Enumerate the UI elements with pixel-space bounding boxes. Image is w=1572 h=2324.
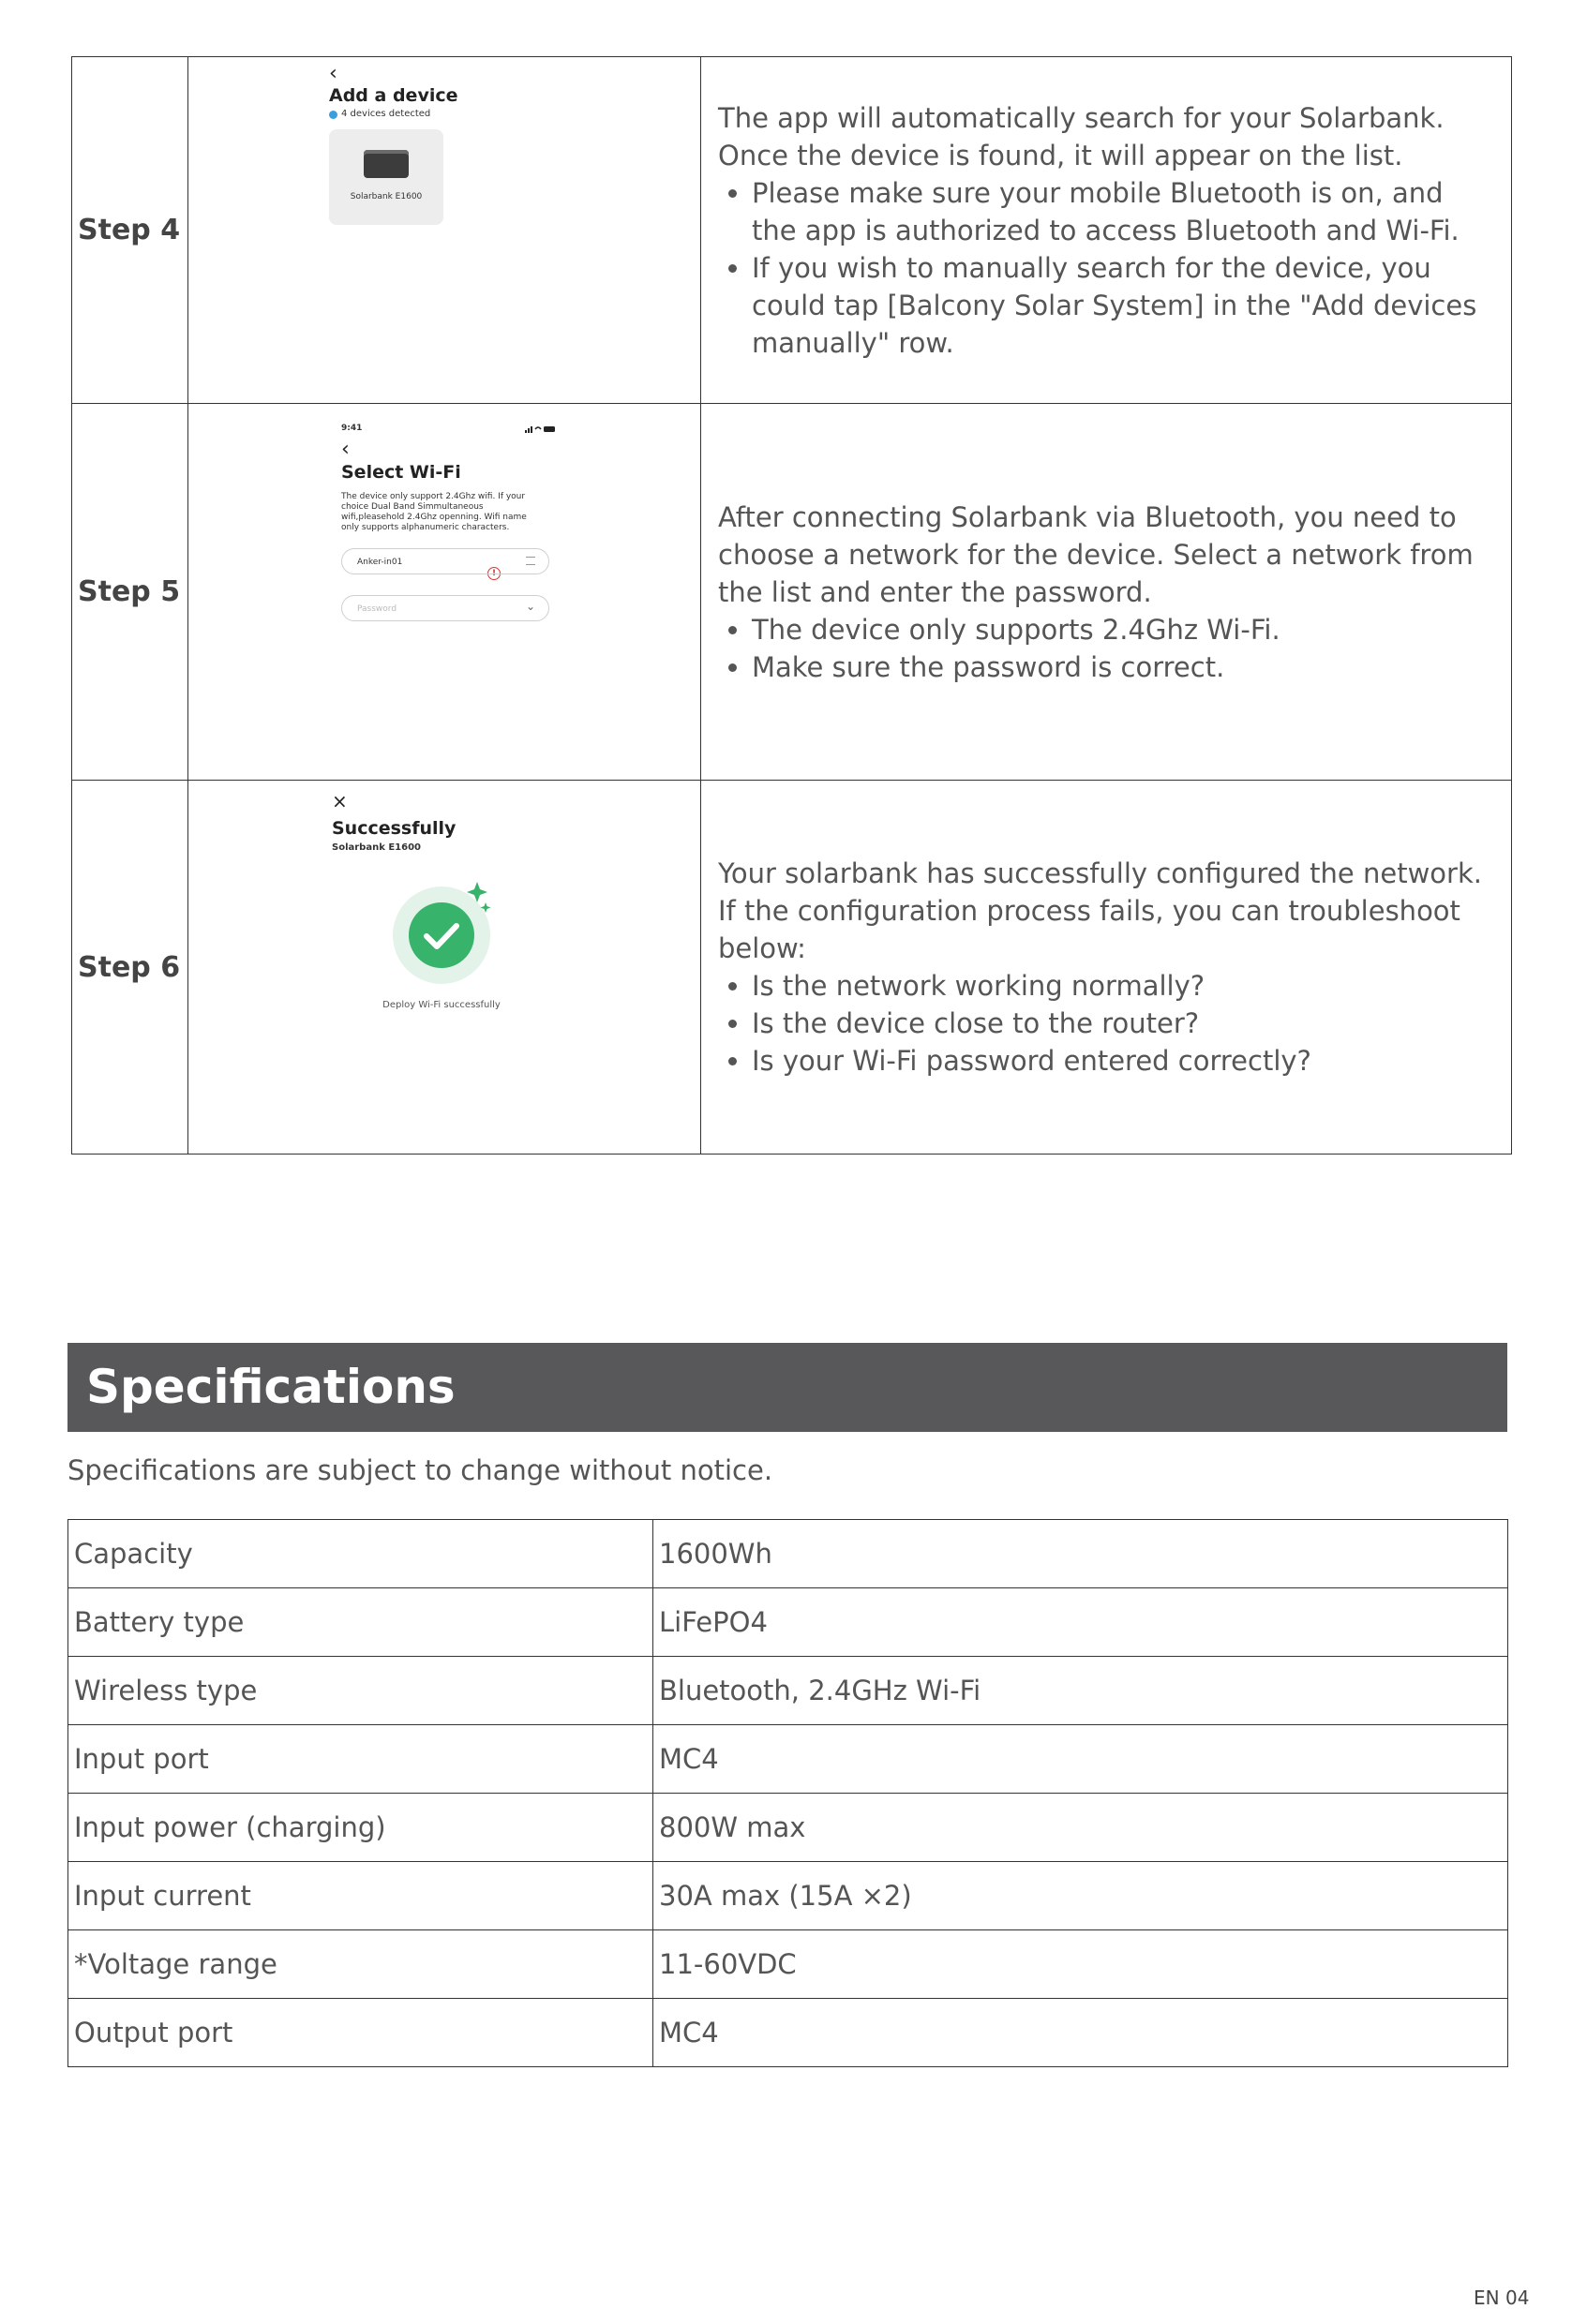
clock-text: 9:41 <box>341 424 363 433</box>
table-row <box>68 1588 1508 1657</box>
screen-title: Add a device <box>329 85 458 106</box>
specifications-table <box>67 1519 1508 2067</box>
table-row <box>68 1725 1508 1794</box>
spec-name: Battery type <box>68 1588 653 1657</box>
bullet-item: • Is your Wi-Fi password entered correctly? <box>752 1042 1490 1080</box>
bullet-item: • If you wish to manually search for the device, you could tap [Balcony Solar System] in the "Add devices manually" row. <box>752 249 1490 362</box>
back-icon: ‹ <box>329 62 337 85</box>
spec-value: LiFePO4 <box>653 1588 1508 1657</box>
app-screenshot <box>188 781 701 1155</box>
app-screenshot <box>188 57 701 404</box>
step-description <box>701 404 1512 781</box>
specifications-note: Specifications are subject to change without notice. <box>67 1454 773 1486</box>
phone-screen <box>329 63 458 225</box>
page-number: 04 <box>1505 2287 1530 2309</box>
step-label: Step 4 <box>72 57 188 404</box>
status-bar <box>341 423 557 434</box>
spec-value: 800W max <box>653 1794 1508 1862</box>
table-row <box>68 1999 1508 2067</box>
chevron-down-icon: ⌄ <box>525 600 535 613</box>
step-label: Step 6 <box>72 781 188 1155</box>
bullet-item: • Is the network working normally? <box>752 967 1490 1005</box>
status-dot-icon <box>329 111 337 119</box>
step-intro: The app will automatically search for your Solarbank. Once the device is found, it will appear on the list. <box>718 101 1445 171</box>
screen-title: Select Wi-Fi <box>341 462 461 483</box>
spec-value: 11-60VDC <box>653 1930 1508 1999</box>
bullet-item: • Please make sure your mobile Bluetooth is on, and the app is authorized to access Bluetooth and Wi-Fi. <box>752 174 1490 249</box>
step-description <box>701 781 1512 1155</box>
step-row <box>72 404 1512 781</box>
wifi-note: The device only support 2.4Ghz wifi. If your choice Dual Band Simmultaneous wifi,pleasehold 2.4Ghz openning. Wifi name only supports alphanumeric characters. <box>341 492 527 532</box>
step-intro: Your solarbank has successfully configured the network. If the configuration process fails, you can troubleshoot below: <box>718 857 1482 964</box>
step-row <box>72 781 1512 1155</box>
step-intro: After connecting Solarbank via Bluetooth, you need to choose a network for the device. Select a network from the list and enter the password. <box>718 500 1474 608</box>
specifications-heading: Specifications <box>67 1343 1507 1432</box>
table-row <box>68 1520 1508 1588</box>
step-description <box>701 57 1512 404</box>
success-check-icon <box>332 874 557 996</box>
page-footer <box>1474 2287 1529 2309</box>
spec-value: 1600Wh <box>653 1520 1508 1588</box>
list-icon <box>526 557 535 565</box>
steps-table <box>71 56 1512 1155</box>
phone-screen <box>332 790 557 1011</box>
wifi-name-value: Anker-in01 <box>357 558 403 567</box>
step-label: Step 5 <box>72 404 188 781</box>
table-row <box>68 1657 1508 1725</box>
screen-title: Successfully <box>332 818 457 839</box>
screen-subtitle: Solarbank E1600 <box>332 842 421 853</box>
solarbank-device-icon <box>364 150 409 178</box>
footer-language: EN <box>1474 2287 1500 2309</box>
detected-text: 4 devices detected <box>341 109 431 119</box>
step-bullets <box>718 611 1490 686</box>
spec-name: Input current <box>68 1862 653 1930</box>
success-caption: Deploy Wi-Fi successfully <box>382 1000 501 1010</box>
spec-name: *Voltage range <box>68 1930 653 1999</box>
spec-name: Capacity <box>68 1520 653 1588</box>
table-row <box>68 1794 1508 1862</box>
table-row <box>68 1862 1508 1930</box>
app-screenshot <box>188 404 701 781</box>
spec-value: MC4 <box>653 1725 1508 1794</box>
spec-name: Wireless type <box>68 1657 653 1725</box>
detected-status <box>329 109 458 120</box>
step-row <box>72 57 1512 404</box>
step-bullets <box>718 967 1490 1080</box>
close-icon: × <box>332 790 348 812</box>
spec-name: Input power (charging) <box>68 1794 653 1862</box>
spec-name: Output port <box>68 1999 653 2067</box>
phone-screen <box>341 423 557 621</box>
password-placeholder: Password <box>357 604 397 614</box>
bullet-item: • The device only supports 2.4Ghz Wi-Fi. <box>752 611 1490 648</box>
password-field[interactable] <box>341 595 549 621</box>
spec-value: Bluetooth, 2.4GHz Wi-Fi <box>653 1657 1508 1725</box>
bullet-item: • Is the device close to the router? <box>752 1005 1490 1042</box>
table-row <box>68 1930 1508 1999</box>
bullet-item: • Make sure the password is correct. <box>752 648 1490 686</box>
alert-icon: ! <box>487 567 501 580</box>
step-bullets <box>718 174 1490 362</box>
back-icon: ‹ <box>341 438 350 461</box>
device-name: Solarbank E1600 <box>350 192 423 201</box>
signal-wifi-battery-icon <box>525 425 557 433</box>
device-card <box>329 129 443 225</box>
wifi-select-field[interactable] <box>341 548 549 574</box>
spec-value: MC4 <box>653 1999 1508 2067</box>
spec-value: 30A max (15A ×2) <box>653 1862 1508 1930</box>
spec-name: Input port <box>68 1725 653 1794</box>
